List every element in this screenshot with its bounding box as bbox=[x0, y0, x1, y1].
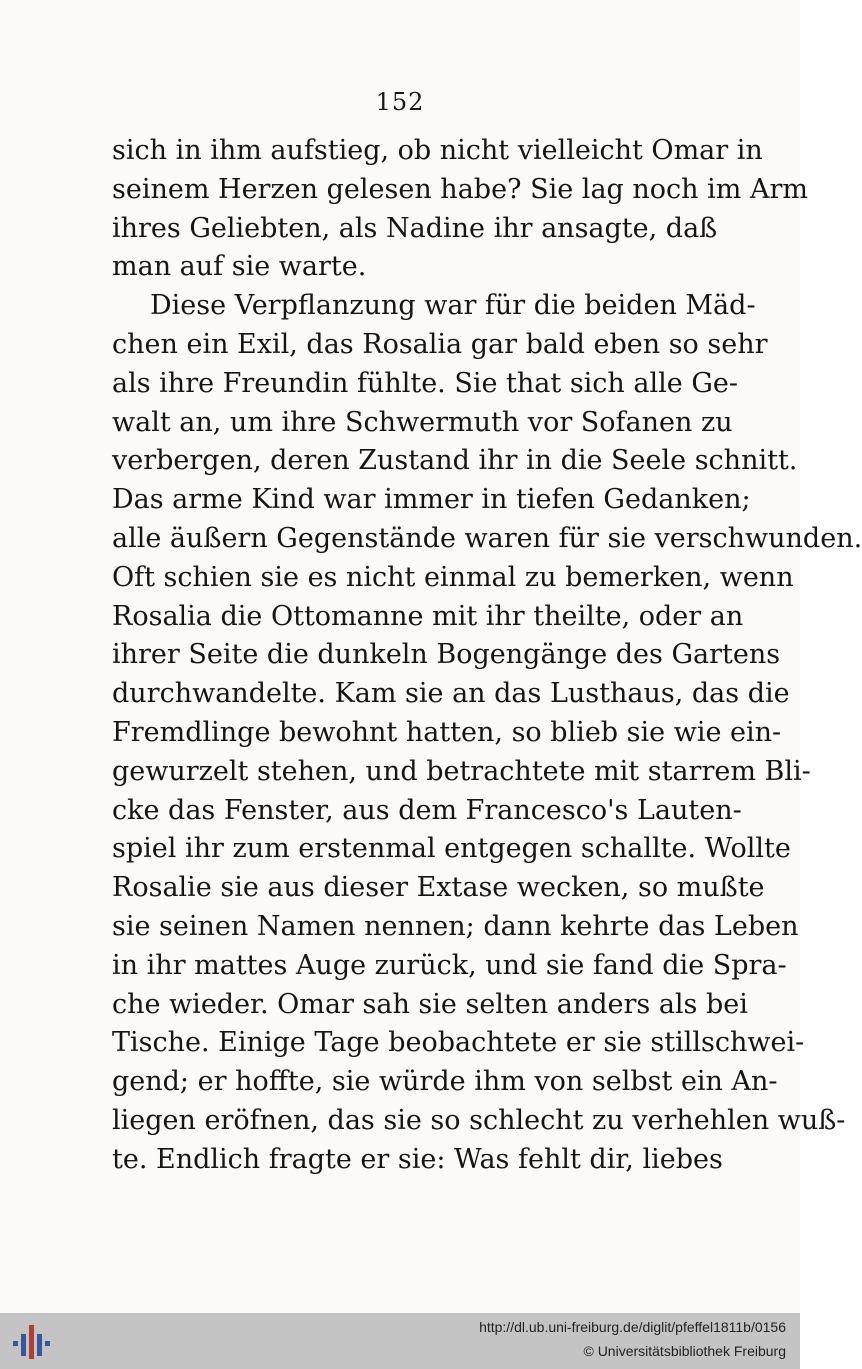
page-number: 152 bbox=[375, 88, 425, 116]
text-line: te. Endlich fragte er sie: Was fehlt dir, liebes bbox=[112, 1143, 723, 1175]
text-line: Tische. Einige Tage beobachtete er sie stillschwei- bbox=[112, 1027, 805, 1059]
text-line: liegen eröfnen, das sie so schlecht zu verhehlen wuß- bbox=[112, 1104, 846, 1136]
text-line: verbergen, deren Zustand ihr in die Seele schnitt. bbox=[112, 445, 798, 477]
text-line: man auf sie warte. bbox=[112, 251, 367, 283]
ub-freiburg-logo-icon bbox=[10, 1321, 52, 1363]
text-line: che wieder. Omar sah sie selten anders als bei bbox=[112, 988, 748, 1020]
text-line: alle äußern Gegenstände waren für sie verschwunden. bbox=[112, 522, 862, 554]
text-line: spiel ihr zum erstenmal entgegen schallte. Wollte bbox=[112, 833, 791, 865]
text-line: Rosalie sie aus dieser Extase wecken, so mußte bbox=[112, 872, 765, 904]
text-line: gend; er hoffte, sie würde ihm von selbst ein An- bbox=[112, 1066, 778, 1098]
text-line: Fremdlinge bewohnt hatten, so blieb sie wie ein- bbox=[112, 716, 782, 748]
text-line: ihres Geliebten, als Nadine ihr ansagte, daß bbox=[112, 212, 718, 244]
text-line: in ihr mattes Auge zurück, und sie fand die Spra- bbox=[112, 949, 787, 981]
text-line: als ihre Freundin fühlte. Sie that sich alle Ge- bbox=[112, 367, 738, 399]
text-line: walt an, um ihre Schwermuth vor Sofanen zu bbox=[112, 406, 733, 438]
footer-bar bbox=[0, 1313, 800, 1369]
text-line: sich in ihm aufstieg, ob nicht vielleicht Omar in bbox=[112, 135, 763, 166]
copyright-text: © Universitätsbibliothek Freiburg bbox=[583, 1343, 786, 1359]
text-line: chen ein Exil, das Rosalia gar bald eben so sehr bbox=[112, 328, 768, 360]
text-line: sie seinen Namen nennen; dann kehrte das Leben bbox=[112, 910, 799, 942]
text-line: ihrer Seite die dunkeln Bogengänge des Gartens bbox=[112, 639, 781, 671]
source-url-link[interactable]: http://dl.ub.uni-freiburg.de/diglit/pfeffel1811b/0156 bbox=[479, 1319, 786, 1335]
text-line: seinem Herzen gelesen habe? Sie lag noch im Arm bbox=[112, 173, 808, 205]
page-text bbox=[112, 132, 862, 1180]
text-line: cke das Fenster, aus dem Francesco's Lauten- bbox=[112, 794, 742, 826]
text-line: Oft schien sie es nicht einmal zu bemerken, wenn bbox=[112, 561, 794, 593]
text-line: durchwandelte. Kam sie an das Lusthaus, das die bbox=[112, 678, 790, 710]
text-line: gewurzelt stehen, und betrachtete mit starrem Bli- bbox=[112, 755, 811, 787]
text-line: Das arme Kind war immer in tiefen Gedanken; bbox=[112, 484, 751, 516]
text-line: Diese Verpflanzung war für die beiden Mäd- bbox=[150, 290, 756, 322]
text-line: Rosalia die Ottomanne mit ihr theilte, oder an bbox=[112, 600, 744, 632]
